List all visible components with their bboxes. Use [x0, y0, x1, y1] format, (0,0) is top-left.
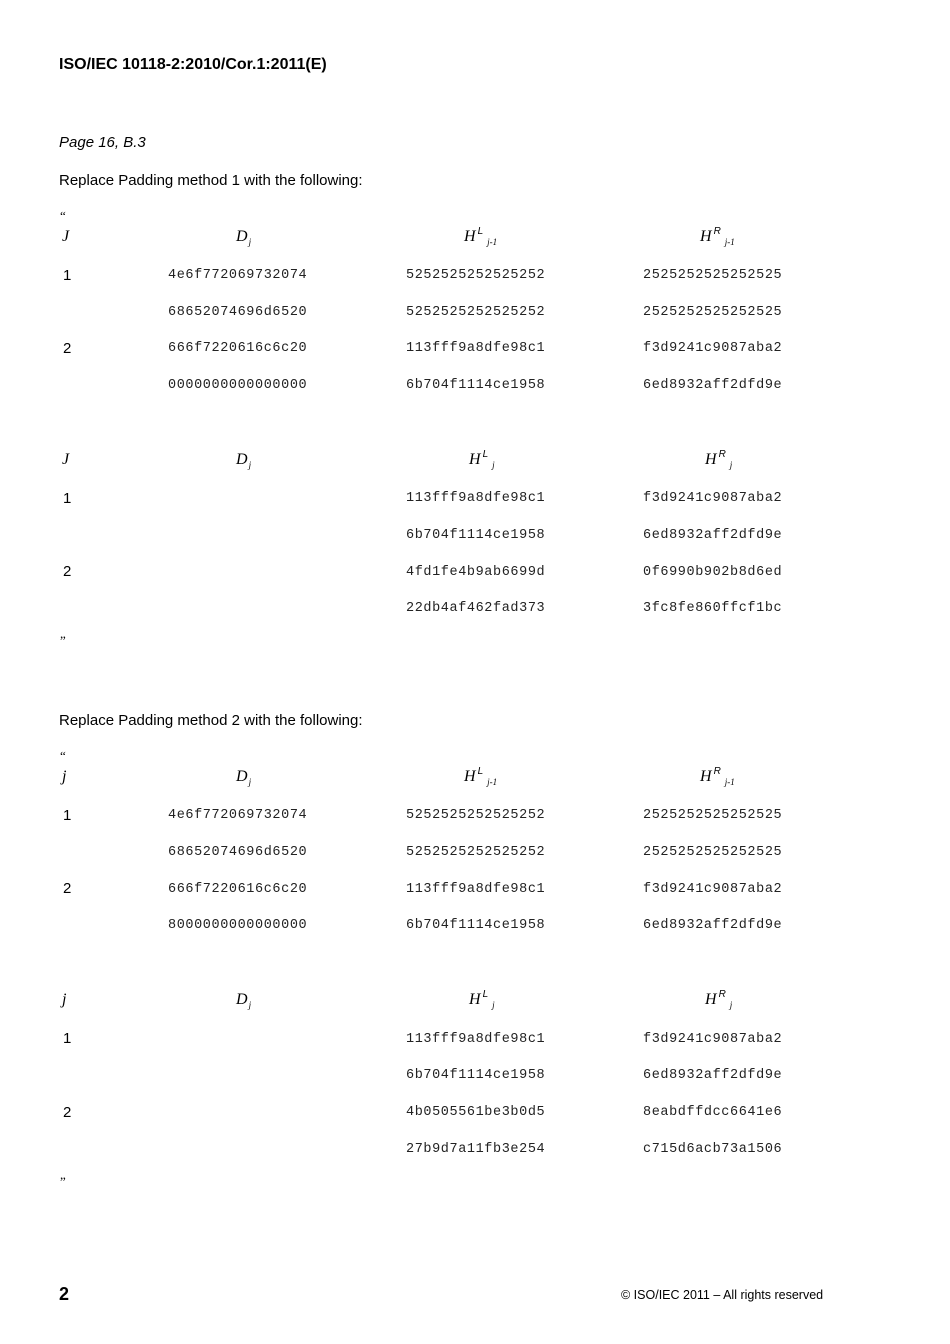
cell-hr: f3d9241c9087aba2 — [643, 882, 783, 897]
col-header-hl: H $^L_{j-1}$ — [464, 766, 498, 787]
row-j: 1 — [63, 807, 72, 824]
cell-hr: 2525252525252525 — [643, 808, 783, 823]
cell-hl: 5252525252525252 — [406, 305, 546, 320]
cell-d: 0000000000000000 — [168, 378, 308, 393]
col-header-j: J — [62, 228, 70, 245]
row-j: 2 — [63, 880, 72, 897]
cell-hr: 2525252525252525 — [643, 845, 783, 860]
col-header-hl: H $^L_j$ — [469, 989, 495, 1010]
cell-hr: 6ed8932aff2dfd9e — [643, 1068, 783, 1083]
cell-hr: f3d9241c9087aba2 — [643, 491, 783, 506]
col-header-d: $D_j$ — [236, 228, 252, 247]
col-header-hr: H $^R_{j-1}$ — [700, 226, 735, 247]
row-j: 2 — [63, 563, 72, 580]
cell-hl: 5252525252525252 — [406, 808, 546, 823]
row-j: 1 — [63, 490, 72, 507]
cell-hl: 27b9d7a11fb3e254 — [406, 1142, 546, 1157]
cell-hr: 6ed8932aff2dfd9e — [643, 528, 783, 543]
cell-hr: 6ed8932aff2dfd9e — [643, 918, 783, 933]
cell-hl: 5252525252525252 — [406, 845, 546, 860]
document-title: ISO/IEC 10118-2:2010/Cor.1:2011(E) — [59, 56, 327, 73]
cell-hl: 4fd1fe4b9ab6699d — [406, 565, 546, 580]
section-1-instruction: Replace Padding method 1 with the following: — [59, 172, 363, 189]
cell-hl: 113fff9a8dfe98c1 — [406, 1032, 546, 1047]
copyright-notice: © ISO/IEC 2011 – All rights reserved — [621, 1288, 824, 1302]
row-j: 2 — [63, 1104, 72, 1121]
cell-hr: 0f6990b902b8d6ed — [643, 565, 783, 580]
col-header-hl: H $^L_{j-1}$ — [464, 226, 498, 247]
cell-hl: 6b704f1114ce1958 — [406, 378, 546, 393]
cell-hr: 3fc8fe860ffcf1bc — [643, 601, 783, 616]
cell-d: 68652074696d6520 — [168, 845, 308, 860]
cell-d: 666f7220616c6c20 — [168, 341, 308, 356]
close-quote: ” — [60, 633, 66, 648]
section-2-instruction: Replace Padding method 2 with the following: — [59, 712, 363, 729]
cell-hr: c715d6acb73a1506 — [643, 1142, 783, 1157]
page-number: 2 — [59, 1284, 70, 1304]
cell-hr: f3d9241c9087aba2 — [643, 341, 783, 356]
col-header-d: $D_j$ — [236, 991, 252, 1010]
row-j: 1 — [63, 267, 72, 284]
open-quote: “ — [60, 748, 66, 763]
open-quote: “ — [60, 208, 66, 223]
cell-hr: 2525252525252525 — [643, 305, 783, 320]
cell-hl: 113fff9a8dfe98c1 — [406, 491, 546, 506]
page-reference: Page 16, B.3 — [59, 134, 146, 151]
cell-hr: 2525252525252525 — [643, 268, 783, 283]
row-j: 2 — [63, 340, 72, 357]
close-quote: ” — [60, 1174, 66, 1189]
cell-hr: 6ed8932aff2dfd9e — [643, 378, 783, 393]
col-header-d: $D_j$ — [236, 768, 252, 787]
cell-d: 666f7220616c6c20 — [168, 882, 308, 897]
col-header-hr: H $^R_j$ — [705, 989, 733, 1010]
cell-hl: 6b704f1114ce1958 — [406, 1068, 546, 1083]
col-header-j: j — [62, 991, 67, 1008]
cell-d: 68652074696d6520 — [168, 305, 308, 320]
col-header-hr: H $^R_j$ — [705, 449, 733, 470]
cell-d: 4e6f772069732074 — [168, 808, 308, 823]
cell-d: 8000000000000000 — [168, 918, 308, 933]
cell-hl: 113fff9a8dfe98c1 — [406, 341, 546, 356]
cell-hl: 5252525252525252 — [406, 268, 546, 283]
cell-hl: 6b704f1114ce1958 — [406, 528, 546, 543]
col-header-j: j — [62, 768, 67, 785]
cell-hl: 113fff9a8dfe98c1 — [406, 882, 546, 897]
row-j: 1 — [63, 1030, 72, 1047]
col-header-d: $D_j$ — [236, 451, 252, 470]
cell-hl: 6b704f1114ce1958 — [406, 918, 546, 933]
cell-hl: 4b0505561be3b0d5 — [406, 1105, 546, 1120]
col-header-hr: H $^R_{j-1}$ — [700, 766, 735, 787]
cell-hr: f3d9241c9087aba2 — [643, 1032, 783, 1047]
col-header-hl: H $^L_j$ — [469, 449, 495, 470]
col-header-j: J — [62, 451, 70, 468]
cell-hr: 8eabdffdcc6641e6 — [643, 1105, 783, 1120]
cell-hl: 22db4af462fad373 — [406, 601, 546, 616]
cell-d: 4e6f772069732074 — [168, 268, 308, 283]
